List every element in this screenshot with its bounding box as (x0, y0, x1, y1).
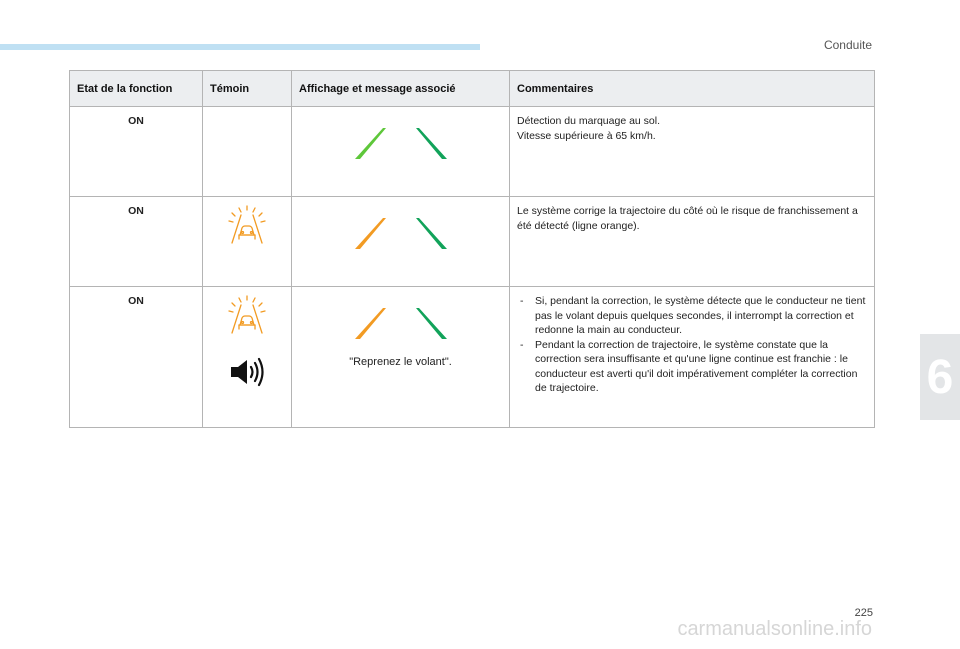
row-display (292, 197, 510, 287)
lane-keeping-status-table (69, 70, 875, 428)
row-indicator (203, 197, 292, 287)
row-display (292, 107, 510, 197)
row-comment (510, 287, 875, 428)
lane-keep-orange-icon (225, 295, 269, 335)
speaker-icon (227, 357, 267, 387)
table-row (70, 107, 875, 197)
chapter-tab (920, 334, 960, 420)
table-row (70, 287, 875, 428)
lane-lines-icon (352, 215, 450, 251)
header-accent-bar (0, 44, 480, 50)
left-lane-line (355, 128, 386, 159)
right-lane-line (416, 308, 447, 339)
lane-keep-orange-icon (225, 205, 269, 245)
list-item: - Si, pendant la correction, le système détecte que le conducteur ne tient pas le volant depuis quelques secondes, il interrompt la correction et redonne la main au conducteur. (517, 294, 870, 338)
header-indicator: Témoin (203, 71, 292, 107)
list-item: - Pendant la correction de trajectoire, le système constate que la correction sera insuffisante et qu'une ligne continue est franchie : le conducteur est averti qu'il doit impérativement compléter la correction de trajectoire. (517, 338, 870, 396)
page-number: 225 (854, 607, 873, 619)
table-row (70, 197, 875, 287)
section-title: Conduite (823, 38, 872, 52)
lane-lines-icon (352, 305, 450, 341)
row-state: ON (70, 107, 203, 197)
row-indicator (203, 287, 292, 428)
header-display: Affichage et message associé (292, 71, 510, 107)
right-lane-line (416, 218, 447, 249)
left-lane-line (355, 308, 386, 339)
chapter-number: 6 (926, 350, 954, 404)
row-state: ON (70, 287, 203, 428)
row-display (292, 287, 510, 428)
row-comment: Le système corrige la trajectoire du côté où le risque de franchissement a été détecté (ligne orange). (510, 197, 875, 287)
row-comment: Détection du marquage au sol. Vitesse supérieure à 65 km/h. (510, 107, 875, 197)
header-comments: Commentaires (510, 71, 875, 107)
lane-lines-icon (352, 125, 450, 161)
display-message: "Reprenez le volant". (349, 356, 452, 368)
watermark: carmanualsonline.info (677, 618, 872, 640)
header-state: Etat de la fonction (70, 71, 203, 107)
right-lane-line (416, 128, 447, 159)
row-state: ON (70, 197, 203, 287)
left-lane-line (355, 218, 386, 249)
row-indicator-empty (203, 107, 292, 197)
